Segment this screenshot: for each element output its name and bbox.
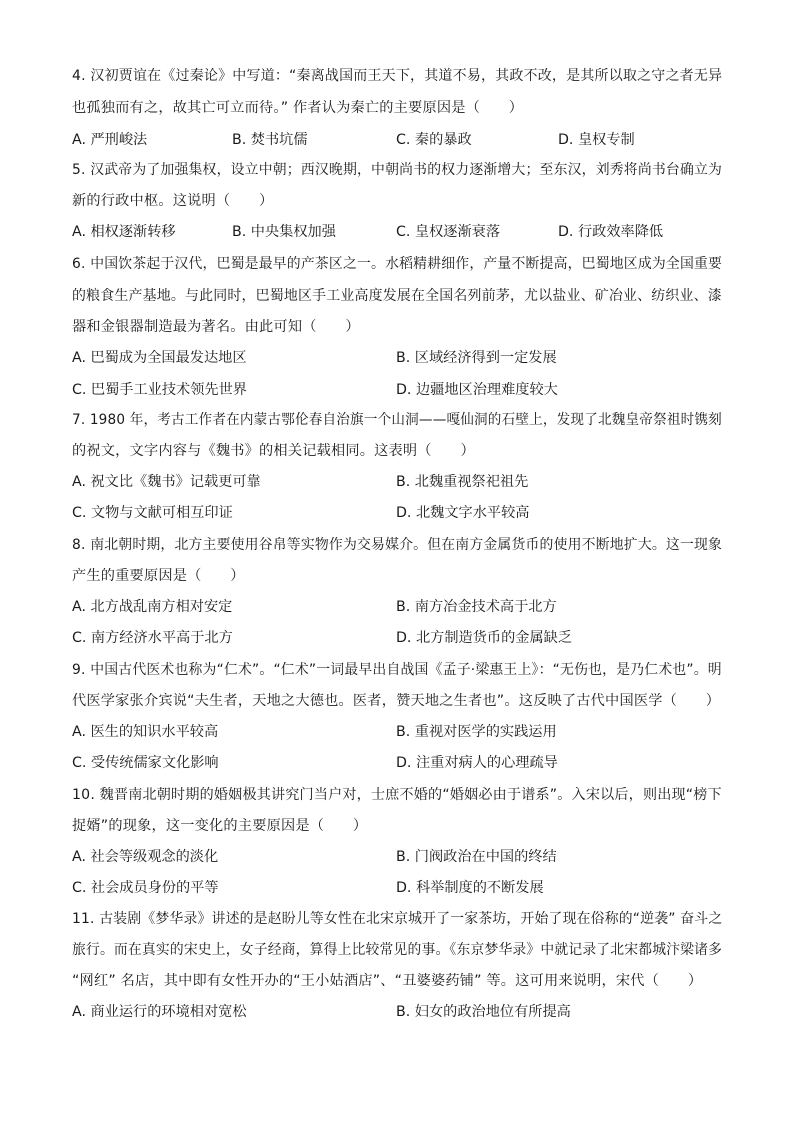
question-text-line: 的祝文，文字内容与《魏书》的相关记载相同。这表明（ ） (72, 443, 475, 459)
option-b: B. 门阀政治在中国的终结 (396, 849, 557, 865)
question-text-line: 捉婿”的现象，这一变化的主要原因是（ ） (72, 818, 368, 834)
option-b: B. 区域经济得到一定发展 (396, 350, 557, 366)
option-a: A. 相权逐渐转移 (72, 224, 176, 240)
option-d: D. 注重对病人的心理疏导 (396, 755, 558, 771)
option-d: D. 行政效率降低 (558, 224, 664, 240)
option-a: A. 商业运行的环境相对宽松 (72, 1004, 247, 1020)
option-d: D. 皇权专制 (558, 132, 635, 148)
question-text-line: 代医学家张介宾说“夫生者，天地之大德也。医者，赞天地之生者也”。这反映了古代中国医学（ ） (72, 693, 721, 709)
question-text-line: 11. 古装剧《梦华录》讲述的是赵盼儿等女性在北宋京城开了一家茶坊，开始了现在俗称的“逆袭” 奋斗之 (72, 911, 723, 927)
question-text-line: 器和金银器制造最为著名。由此可知（ ） (72, 319, 360, 335)
question-text-line: 新的行政中枢。这说明（ ） (72, 193, 274, 209)
option-b: B. 妇女的政治地位有所提高 (396, 1004, 571, 1020)
option-a: A. 北方战乱南方相对安定 (72, 599, 233, 615)
option-c: C. 文物与文献可相互印证 (72, 505, 233, 521)
option-d: D. 边疆地区治理难度较大 (396, 382, 558, 398)
option-c: C. 皇权逐渐衰落 (396, 224, 501, 240)
option-b: B. 北魏重视祭祀祖先 (396, 474, 529, 490)
question-text-line: 8. 南北朝时期，北方主要使用谷帛等实物作为交易媒介。但在南方金属货币的使用不断地扩大。这一现象 (72, 537, 723, 553)
question-text-line: 9. 中国古代医术也称为“仁术”。“仁术”一词最早出自战国《孟子·梁惠王上》：“无伤也，是乃仁术也”。明 (72, 662, 722, 678)
question-text-line: 的粮食生产基地。与此同时，巴蜀地区手工业高度发展在全国名列前茅，尤以盐业、矿冶业、纺织业、漆 (72, 288, 722, 304)
option-b: B. 中央集权加强 (232, 224, 336, 240)
option-c: C. 秦的暴政 (396, 132, 472, 148)
question-text-line: 产生的重要原因是（ ） (72, 568, 245, 584)
question-text-line: 7. 1980 年，考古工作者在内蒙古鄂伦春自治旗一个山洞——嘎仙洞的石壁上，发现了北魏皇帝祭祖时镌刻 (72, 412, 722, 428)
option-b: B. 南方冶金技术高于北方 (396, 599, 557, 615)
question-text-line: 5. 汉武帝为了加强集权，设立中朝；西汉晚期，中朝尚书的权力逐渐增大；至东汉，刘秀将尚书台确立为 (72, 162, 723, 178)
option-b: B. 重视对医学的实践运用 (396, 724, 557, 740)
option-a: A. 社会等级观念的淡化 (72, 849, 219, 865)
question-text-line: 4. 汉初贾谊在《过秦论》中写道：“秦离战国而王天下，其道不易，其政不改，是其所以取之守之者无异 (72, 68, 723, 84)
option-c: C. 受传统儒家文化影响 (72, 755, 219, 771)
option-c: C. 社会成员身份的平等 (72, 880, 219, 896)
option-d: D. 科举制度的不断发展 (396, 880, 544, 896)
question-text-line: 10. 魏晋南北朝时期的婚姻极其讲究门当户对，士庶不婚的“婚姻必由于谱系”。入宋以后，则出现“榜下 (72, 787, 722, 803)
option-c: C. 南方经济水平高于北方 (72, 630, 233, 646)
question-text-line: 旅行。而在真实的宋史上，女子经商，算得上比较常见的事。《东京梦华录》中就记录了北宋都城汴梁诸多 (72, 942, 723, 958)
option-c: C. 巴蜀手工业技术领先世界 (72, 382, 247, 398)
option-a: A. 巴蜀成为全国最发达地区 (72, 350, 247, 366)
question-text-line: 也孤独而有之，故其亡可立而待。” 作者认为秦亡的主要原因是（ ） (72, 100, 524, 116)
question-text-line: “网红” 名店，其中即有女性开办的“王小姑酒店”、“丑婆婆药铺” 等。这可用来说明，宋代（ ） (72, 973, 703, 989)
option-a: A. 祝文比《魏书》记载更可靠 (72, 474, 261, 490)
option-a: A. 严刑峻法 (72, 132, 148, 148)
question-text-line: 6. 中国饮茶起于汉代，巴蜀是最早的产茶区之一。水稻精耕细作，产量不断提高，巴蜀地区成为全国重要 (72, 256, 723, 272)
option-a: A. 医生的知识水平较高 (72, 724, 219, 740)
option-b: B. 焚书坑儒 (232, 132, 308, 148)
option-d: D. 北魏文字水平较高 (396, 505, 530, 521)
option-d: D. 北方制造货币的金属缺乏 (396, 630, 573, 646)
